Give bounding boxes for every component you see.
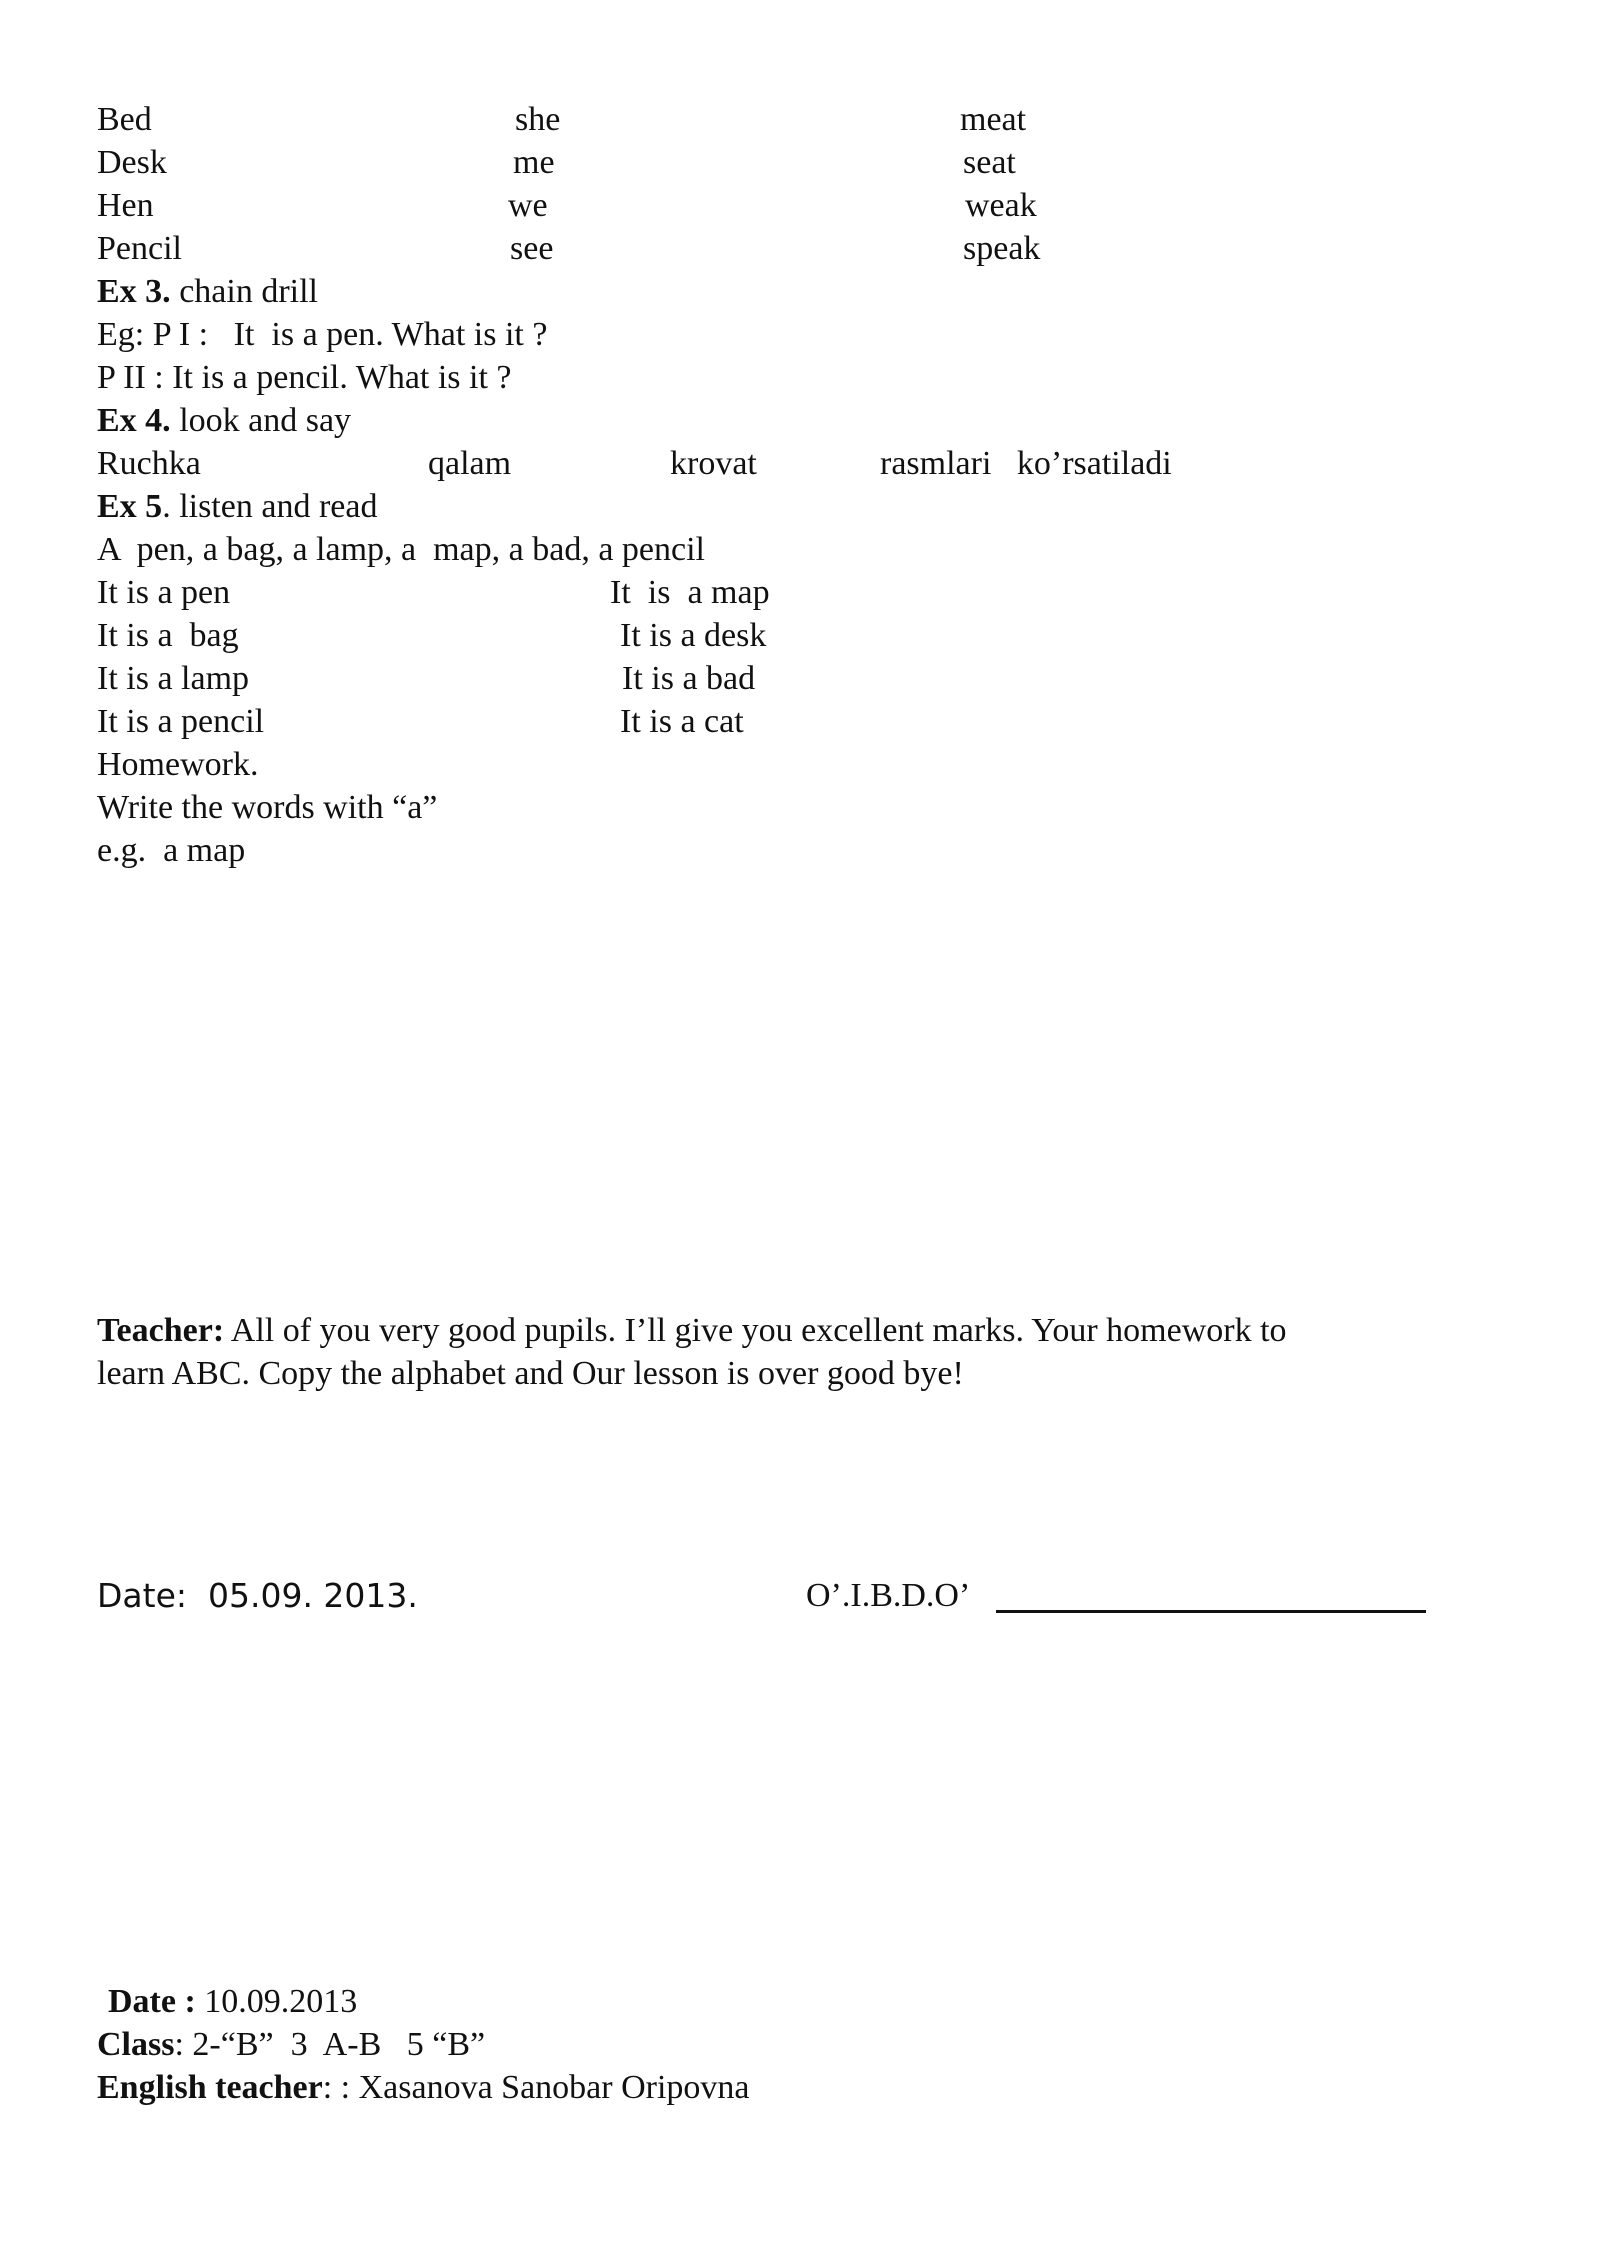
header-teacher-label: English teacher: [97, 2069, 323, 2106]
header-class-label: Class: [97, 2026, 175, 2063]
exercise-3-line: Eg: P I : It is a pen. What is it ?: [97, 316, 548, 353]
exercise-4-word: qalam: [428, 445, 512, 482]
exercise-4-heading: [97, 399, 351, 442]
exercise-label: Ex 3.: [97, 273, 171, 310]
exercise-5-sentence: It is a cat: [620, 703, 744, 740]
vocab-word: see: [510, 230, 554, 267]
header-class-value: : 2-“B” 3 A-B 5 “B”: [174, 2026, 486, 2063]
vocab-word: Bed: [97, 101, 152, 138]
exercise-5-sentence: It is a bag: [97, 617, 239, 654]
teacher-remark-line: learn ABC. Copy the alphabet and Our lesson is over good bye!: [97, 1355, 964, 1392]
exercise-5-intro: A pen, a bag, a lamp, a map, a bad, a pencil: [97, 531, 705, 568]
exercise-3-heading: [97, 270, 318, 313]
lesson-date: Date: 05.09. 2013.: [97, 1576, 418, 1615]
exercise-title: chain drill: [170, 273, 318, 310]
exercise-title: look and say: [170, 402, 352, 439]
vocab-word: weak: [965, 187, 1037, 224]
header-date: [108, 1980, 357, 2023]
vocab-word: we: [508, 187, 548, 224]
exercise-4-word: krovat: [670, 445, 757, 482]
exercise-5-sentence: It is a desk: [620, 617, 767, 654]
oibdo-label: O’.I.B.D.O’: [806, 1577, 971, 1614]
teacher-remark: [97, 1309, 1287, 1352]
header-teacher: [97, 2066, 750, 2109]
vocab-word: Pencil: [97, 230, 182, 267]
homework-title: Homework.: [97, 746, 259, 783]
exercise-5-sentence: It is a pen: [97, 574, 231, 611]
header-class: [97, 2023, 485, 2066]
header-date-value: 10.09.2013: [195, 1983, 358, 2020]
vocab-word: Hen: [97, 187, 154, 224]
exercise-4-word: rasmlari ko’rsatiladi: [880, 445, 1172, 482]
exercise-5-sentence: It is a pencil: [97, 703, 265, 740]
exercise-3-line: P II : It is a pencil. What is it ?: [97, 359, 512, 396]
header-date-label: Date :: [108, 1983, 196, 2020]
vocab-word: seat: [963, 144, 1016, 181]
vocab-word: me: [513, 144, 555, 181]
exercise-5-sentence: It is a lamp: [97, 660, 250, 697]
exercise-label: Ex 5: [97, 488, 163, 525]
signature-line: [996, 1610, 1426, 1613]
vocab-word: speak: [963, 230, 1041, 267]
vocab-word: Desk: [97, 144, 167, 181]
header-teacher-value: : : Xasanova Sanobar Oripovna: [322, 2069, 750, 2106]
teacher-label: Teacher:: [97, 1312, 225, 1349]
exercise-4-word: Ruchka: [97, 445, 201, 482]
homework-line: e.g. a map: [97, 832, 246, 869]
vocab-word: meat: [960, 101, 1027, 138]
exercise-5-heading: [97, 485, 377, 528]
vocab-word: she: [515, 101, 561, 138]
exercise-5-sentence: It is a map: [610, 574, 770, 611]
teacher-text: All of you very good pupils. I’ll give you excellent marks. Your homework to: [224, 1312, 1287, 1349]
homework-line: Write the words with “a”: [97, 789, 438, 826]
exercise-label: Ex 4.: [97, 402, 171, 439]
exercise-5-sentence: It is a bad: [622, 660, 756, 697]
exercise-title: . listen and read: [162, 488, 378, 525]
